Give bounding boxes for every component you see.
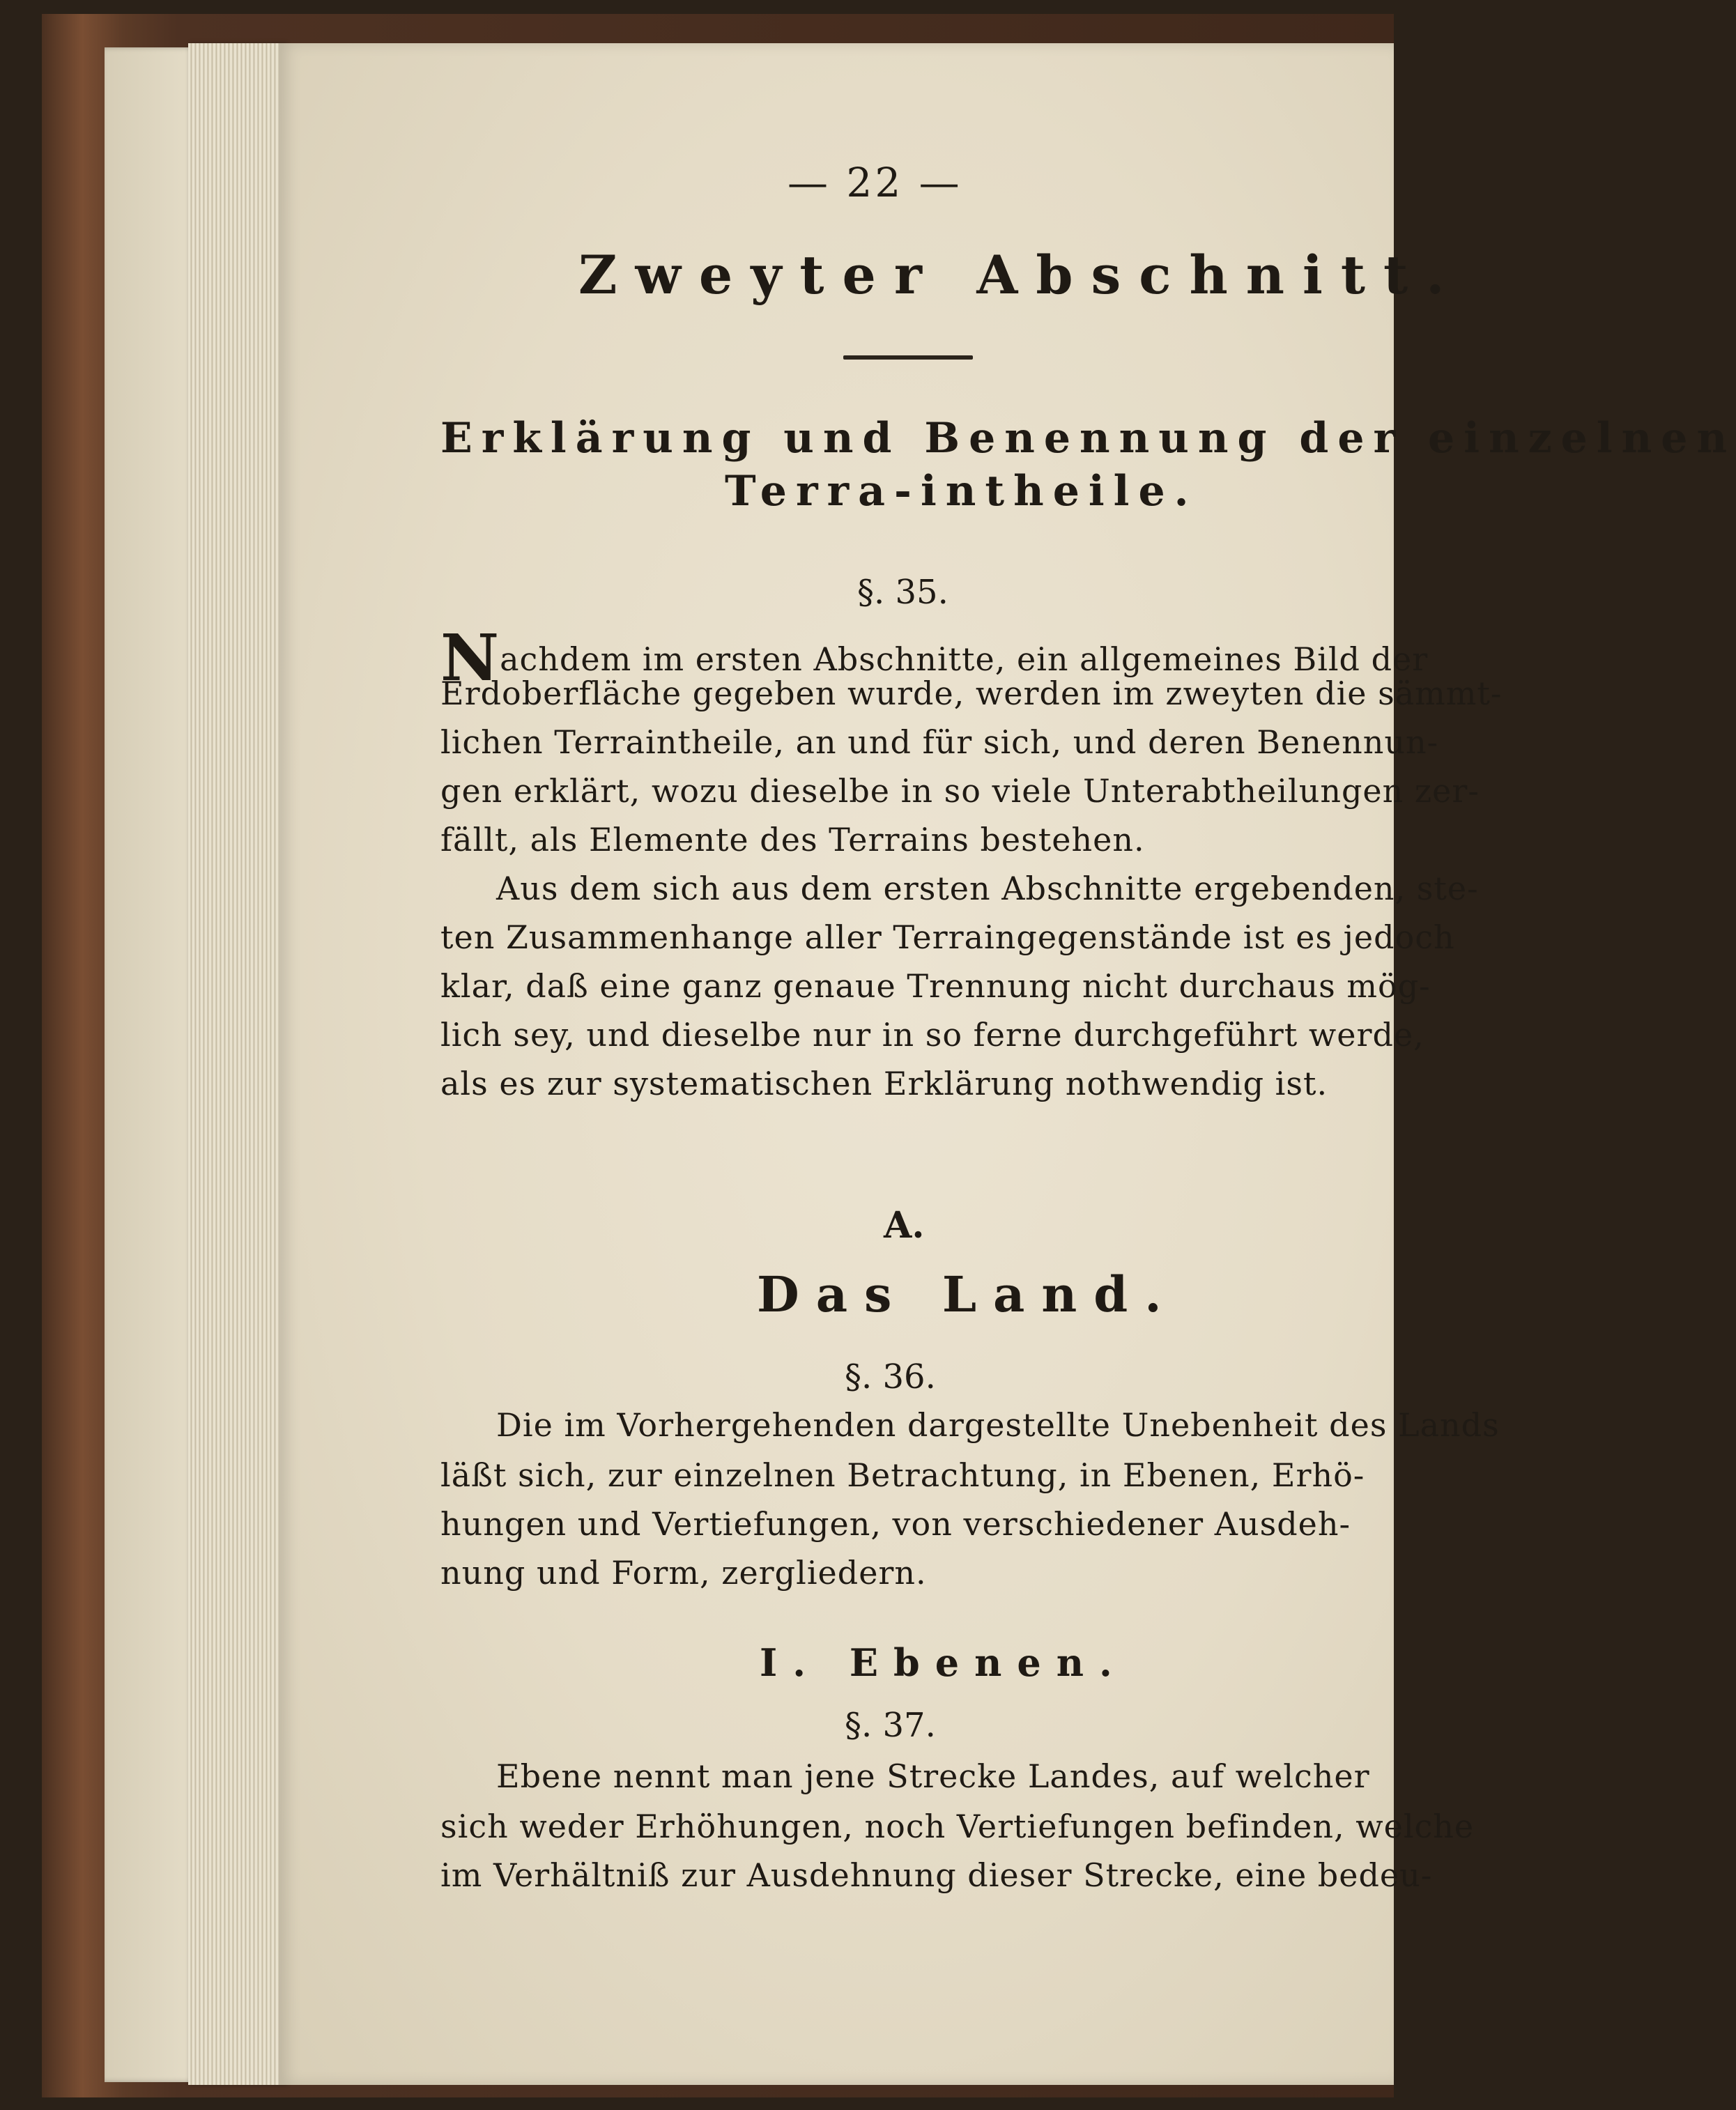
paragraph-37-line: im Verhältniß zur Ausdehnung dieser Strecke, eine bedeu- bbox=[440, 1856, 1433, 1894]
page-number: — 22 — bbox=[788, 159, 962, 206]
paragraph-35-line: Erdoberfläche gegeben wurde, werden im zweyten die sämmt- bbox=[440, 675, 1503, 712]
paragraph-35-line: fällt, als Elemente des Terrains bestehen. bbox=[440, 821, 1145, 858]
paragraph-35-line-1-text: achdem im ersten Abschnitte, ein allgemeines Bild der bbox=[500, 640, 1429, 678]
paragraph-36-line: Die im Vorhergehenden dargestellte Unebenheit des Lands bbox=[496, 1406, 1500, 1444]
paragraph-35-line: klar, daß eine ganz genaue Trennung nicht durchaus mög- bbox=[440, 967, 1431, 1005]
drop-cap: N bbox=[440, 620, 500, 695]
paragraph-35-line: als es zur systematischen Erklärung nothwendig ist. bbox=[440, 1065, 1328, 1102]
subsection-heading: I. Ebenen. bbox=[760, 1640, 1128, 1685]
page-stack-edges bbox=[188, 43, 286, 2085]
chapter-title-line-1: Erklärung und Benennung der einzelnen bbox=[440, 414, 1736, 463]
paragraph-number-37: §. 37. bbox=[845, 1706, 936, 1745]
paragraph-35-line: lich sey, und dieselbe nur in so ferne durchgeführt werde, bbox=[440, 1016, 1424, 1054]
paragraph-number-36: §. 36. bbox=[845, 1357, 936, 1396]
paragraph-35-line: lichen Terraintheile, an und für sich, und deren Benennun- bbox=[440, 723, 1439, 761]
section-title: Zweyter Abschnitt. bbox=[578, 244, 1463, 306]
paragraph-number-35: §. 35. bbox=[857, 573, 948, 612]
paragraph-35-line: Aus dem sich aus dem ersten Abschnitte ergebenden, ste- bbox=[496, 870, 1479, 907]
chapter-title-line-2: Terra-intheile. bbox=[725, 467, 1198, 516]
paragraph-35-line: ten Zusammenhange aller Terraingegenstände ist es jedoch bbox=[440, 918, 1455, 956]
paragraph-36-line: hungen und Vertiefungen, von verschiedener Ausdeh- bbox=[440, 1505, 1351, 1543]
paragraph-37-line: Ebene nennt man jene Strecke Landes, auf welcher bbox=[496, 1757, 1370, 1795]
paragraph-36-line: nung und Form, zergliedern. bbox=[440, 1554, 927, 1592]
paragraph-36-line: läßt sich, zur einzelnen Betrachtung, in Ebenen, Erhö- bbox=[440, 1456, 1365, 1494]
title-rule bbox=[843, 355, 973, 360]
paragraph-37-line: sich weder Erhöhungen, noch Vertiefungen befinden, welche bbox=[440, 1808, 1475, 1845]
subsection-title: Das Land. bbox=[757, 1265, 1178, 1323]
paragraph-35-line: gen erklärt, wozu dieselbe in so viele Unterabtheilungen zer- bbox=[440, 772, 1480, 810]
section-letter: A. bbox=[884, 1204, 925, 1247]
